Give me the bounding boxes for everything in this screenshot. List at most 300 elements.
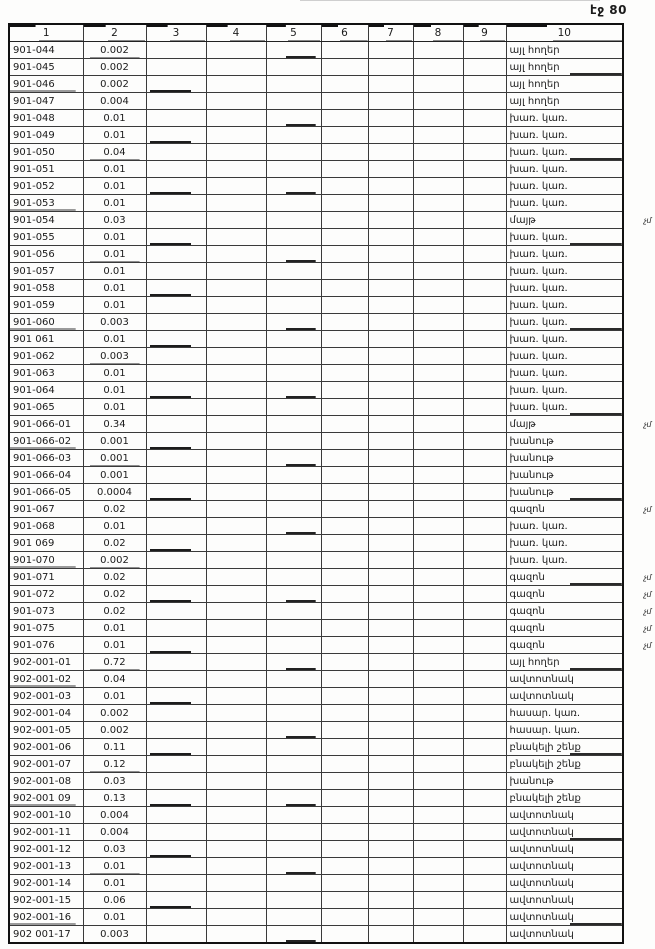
empty-cell-7 bbox=[368, 756, 413, 773]
margin-column-header bbox=[623, 24, 654, 42]
empty-cell-4 bbox=[206, 756, 266, 773]
empty-cell-3 bbox=[146, 756, 206, 773]
empty-cell-4 bbox=[206, 246, 266, 263]
empty-cell-3 bbox=[146, 807, 206, 824]
parcel-code-cell: 901-052 bbox=[9, 178, 83, 195]
empty-cell-3 bbox=[146, 739, 206, 756]
empty-cell-5 bbox=[266, 875, 321, 892]
handwritten-margin-mark bbox=[623, 892, 654, 909]
handwritten-margin-mark bbox=[623, 790, 654, 807]
area-value-cell: 0.02 bbox=[83, 603, 146, 620]
empty-cell-5 bbox=[266, 433, 321, 450]
empty-cell-4 bbox=[206, 178, 266, 195]
cadastre-table bbox=[8, 23, 655, 944]
empty-cell-9 bbox=[463, 773, 506, 790]
parcel-code-cell: 901-060 bbox=[9, 314, 83, 331]
empty-cell-6 bbox=[321, 518, 368, 535]
empty-cell-7 bbox=[368, 535, 413, 552]
land-use-cell: խառ. կառ. bbox=[506, 535, 623, 552]
area-value-cell: 0.002 bbox=[83, 705, 146, 722]
empty-cell-9 bbox=[463, 42, 506, 59]
empty-cell-8 bbox=[413, 399, 463, 416]
parcel-code-cell: 901-047 bbox=[9, 93, 83, 110]
area-value-cell: 0.001 bbox=[83, 433, 146, 450]
land-use-cell: ավտոտնակ bbox=[506, 909, 623, 926]
handwritten-margin-mark bbox=[623, 93, 654, 110]
handwritten-margin-mark: չմ bbox=[643, 623, 651, 633]
handwritten-margin-mark: չմ bbox=[643, 215, 651, 225]
parcel-code-cell: 901-054 bbox=[9, 212, 83, 229]
area-value-cell: 0.02 bbox=[83, 535, 146, 552]
table-row bbox=[9, 433, 654, 450]
empty-cell-8 bbox=[413, 790, 463, 807]
empty-cell-8 bbox=[413, 586, 463, 603]
empty-cell-4 bbox=[206, 433, 266, 450]
empty-cell-3 bbox=[146, 705, 206, 722]
empty-cell-9 bbox=[463, 654, 506, 671]
parcel-code-cell: 901-045 bbox=[9, 59, 83, 76]
area-value-cell: 0.01 bbox=[83, 263, 146, 280]
empty-cell-6 bbox=[321, 926, 368, 944]
table-header bbox=[9, 24, 654, 42]
empty-cell-9 bbox=[463, 875, 506, 892]
empty-cell-6 bbox=[321, 858, 368, 875]
table-row bbox=[9, 331, 654, 348]
area-value-cell: 0.004 bbox=[83, 93, 146, 110]
empty-cell-3 bbox=[146, 790, 206, 807]
column-header-2: 2 bbox=[83, 24, 146, 42]
land-use-cell: խառ. կառ. bbox=[506, 552, 623, 569]
land-use-cell: խանութ bbox=[506, 450, 623, 467]
empty-cell-5 bbox=[266, 59, 321, 76]
empty-cell-3 bbox=[146, 535, 206, 552]
empty-cell-5 bbox=[266, 671, 321, 688]
area-value-cell: 0.001 bbox=[83, 450, 146, 467]
parcel-code-cell: 902-001-14 bbox=[9, 875, 83, 892]
area-value-cell: 0.002 bbox=[83, 59, 146, 76]
empty-cell-8 bbox=[413, 76, 463, 93]
empty-cell-6 bbox=[321, 212, 368, 229]
table-row bbox=[9, 110, 654, 127]
land-use-cell: գազոն bbox=[506, 501, 623, 518]
parcel-code-cell: 902-001-08 bbox=[9, 773, 83, 790]
parcel-code-cell: 901-066-01 bbox=[9, 416, 83, 433]
empty-cell-4 bbox=[206, 416, 266, 433]
empty-cell-5 bbox=[266, 637, 321, 654]
empty-cell-7 bbox=[368, 450, 413, 467]
table-row bbox=[9, 467, 654, 484]
empty-cell-5 bbox=[266, 586, 321, 603]
handwritten-margin-mark bbox=[623, 773, 654, 790]
empty-cell-9 bbox=[463, 110, 506, 127]
handwritten-margin-mark bbox=[623, 110, 654, 127]
handwritten-margin-mark bbox=[623, 875, 654, 892]
empty-cell-3 bbox=[146, 637, 206, 654]
handwritten-margin-mark bbox=[623, 739, 654, 756]
empty-cell-5 bbox=[266, 841, 321, 858]
empty-cell-9 bbox=[463, 569, 506, 586]
empty-cell-6 bbox=[321, 586, 368, 603]
empty-cell-8 bbox=[413, 365, 463, 382]
handwritten-margin-mark bbox=[623, 484, 654, 501]
land-use-cell: խանութ bbox=[506, 433, 623, 450]
empty-cell-5 bbox=[266, 790, 321, 807]
empty-cell-3 bbox=[146, 586, 206, 603]
column-header-10: 10 bbox=[506, 24, 623, 42]
empty-cell-3 bbox=[146, 127, 206, 144]
empty-cell-9 bbox=[463, 807, 506, 824]
parcel-code-cell: 901-058 bbox=[9, 280, 83, 297]
empty-cell-4 bbox=[206, 297, 266, 314]
empty-cell-9 bbox=[463, 76, 506, 93]
empty-cell-9 bbox=[463, 178, 506, 195]
table-row bbox=[9, 926, 654, 944]
empty-cell-8 bbox=[413, 467, 463, 484]
empty-cell-7 bbox=[368, 654, 413, 671]
land-use-cell: խառ. կառ. bbox=[506, 161, 623, 178]
empty-cell-5 bbox=[266, 552, 321, 569]
empty-cell-5 bbox=[266, 807, 321, 824]
handwritten-margin-mark bbox=[623, 76, 654, 93]
handwritten-margin-mark bbox=[623, 280, 654, 297]
parcel-code-cell: 901-075 bbox=[9, 620, 83, 637]
land-use-cell: խանութ bbox=[506, 484, 623, 501]
handwritten-margin-mark bbox=[623, 671, 654, 688]
empty-cell-4 bbox=[206, 280, 266, 297]
column-header-9: 9 bbox=[463, 24, 506, 42]
empty-cell-3 bbox=[146, 671, 206, 688]
empty-cell-9 bbox=[463, 484, 506, 501]
land-use-cell: գազոն bbox=[506, 637, 623, 654]
area-value-cell: 0.01 bbox=[83, 229, 146, 246]
empty-cell-6 bbox=[321, 246, 368, 263]
empty-cell-9 bbox=[463, 450, 506, 467]
column-header-5: 5 bbox=[266, 24, 321, 42]
parcel-code-cell: 901 069 bbox=[9, 535, 83, 552]
empty-cell-3 bbox=[146, 348, 206, 365]
empty-cell-9 bbox=[463, 739, 506, 756]
empty-cell-4 bbox=[206, 603, 266, 620]
empty-cell-5 bbox=[266, 110, 321, 127]
empty-cell-9 bbox=[463, 263, 506, 280]
empty-cell-7 bbox=[368, 705, 413, 722]
empty-cell-4 bbox=[206, 858, 266, 875]
empty-cell-9 bbox=[463, 501, 506, 518]
parcel-code-cell: 901-067 bbox=[9, 501, 83, 518]
empty-cell-8 bbox=[413, 331, 463, 348]
empty-cell-4 bbox=[206, 773, 266, 790]
empty-cell-6 bbox=[321, 348, 368, 365]
table-row bbox=[9, 280, 654, 297]
table-header-row bbox=[9, 24, 654, 42]
empty-cell-9 bbox=[463, 467, 506, 484]
empty-cell-3 bbox=[146, 501, 206, 518]
land-use-cell: գազոն bbox=[506, 569, 623, 586]
empty-cell-8 bbox=[413, 127, 463, 144]
empty-cell-7 bbox=[368, 518, 413, 535]
empty-cell-4 bbox=[206, 399, 266, 416]
empty-cell-5 bbox=[266, 926, 321, 944]
empty-cell-4 bbox=[206, 654, 266, 671]
parcel-code-cell: 901-059 bbox=[9, 297, 83, 314]
empty-cell-3 bbox=[146, 280, 206, 297]
table-row bbox=[9, 654, 654, 671]
empty-cell-3 bbox=[146, 433, 206, 450]
area-value-cell: 0.01 bbox=[83, 297, 146, 314]
empty-cell-6 bbox=[321, 773, 368, 790]
table-row bbox=[9, 484, 654, 501]
parcel-code-cell: 902-001-02 bbox=[9, 671, 83, 688]
parcel-code-cell: 901 061 bbox=[9, 331, 83, 348]
empty-cell-7 bbox=[368, 59, 413, 76]
table-row bbox=[9, 93, 654, 110]
empty-cell-4 bbox=[206, 348, 266, 365]
empty-cell-3 bbox=[146, 399, 206, 416]
empty-cell-8 bbox=[413, 875, 463, 892]
table-row bbox=[9, 909, 654, 926]
empty-cell-3 bbox=[146, 229, 206, 246]
empty-cell-6 bbox=[321, 467, 368, 484]
empty-cell-7 bbox=[368, 416, 413, 433]
empty-cell-7 bbox=[368, 501, 413, 518]
parcel-code-cell: 901-072 bbox=[9, 586, 83, 603]
empty-cell-5 bbox=[266, 93, 321, 110]
area-value-cell: 0.0004 bbox=[83, 484, 146, 501]
empty-cell-6 bbox=[321, 229, 368, 246]
empty-cell-9 bbox=[463, 382, 506, 399]
handwritten-margin-mark bbox=[623, 824, 654, 841]
parcel-code-cell: 902-001-12 bbox=[9, 841, 83, 858]
empty-cell-8 bbox=[413, 450, 463, 467]
empty-cell-6 bbox=[321, 178, 368, 195]
empty-cell-4 bbox=[206, 263, 266, 280]
table-row bbox=[9, 603, 654, 620]
empty-cell-6 bbox=[321, 671, 368, 688]
empty-cell-5 bbox=[266, 365, 321, 382]
empty-cell-4 bbox=[206, 59, 266, 76]
empty-cell-5 bbox=[266, 314, 321, 331]
handwritten-margin-mark bbox=[623, 42, 654, 59]
land-use-cell: խանութ bbox=[506, 467, 623, 484]
empty-cell-8 bbox=[413, 433, 463, 450]
land-use-cell: խառ. կառ. bbox=[506, 195, 623, 212]
parcel-code-cell: 901-066-04 bbox=[9, 467, 83, 484]
area-value-cell: 0.002 bbox=[83, 552, 146, 569]
empty-cell-3 bbox=[146, 161, 206, 178]
empty-cell-4 bbox=[206, 127, 266, 144]
empty-cell-6 bbox=[321, 722, 368, 739]
land-use-cell: այլ հողեր bbox=[506, 93, 623, 110]
land-use-cell: խառ. կառ. bbox=[506, 382, 623, 399]
cadastre-table-container bbox=[8, 23, 655, 944]
empty-cell-6 bbox=[321, 552, 368, 569]
empty-cell-7 bbox=[368, 246, 413, 263]
land-use-cell: բնակելի շենք bbox=[506, 739, 623, 756]
empty-cell-6 bbox=[321, 892, 368, 909]
empty-cell-9 bbox=[463, 705, 506, 722]
empty-cell-8 bbox=[413, 314, 463, 331]
area-value-cell: 0.01 bbox=[83, 161, 146, 178]
empty-cell-7 bbox=[368, 484, 413, 501]
parcel-code-cell: 902-001-07 bbox=[9, 756, 83, 773]
empty-cell-9 bbox=[463, 926, 506, 944]
parcel-code-cell: 902-001-13 bbox=[9, 858, 83, 875]
table-row bbox=[9, 841, 654, 858]
empty-cell-6 bbox=[321, 144, 368, 161]
empty-cell-9 bbox=[463, 722, 506, 739]
handwritten-margin-mark bbox=[623, 654, 654, 671]
area-value-cell: 0.01 bbox=[83, 178, 146, 195]
handwritten-margin-mark bbox=[623, 161, 654, 178]
parcel-code-cell: 901-053 bbox=[9, 195, 83, 212]
empty-cell-7 bbox=[368, 688, 413, 705]
table-row bbox=[9, 59, 654, 76]
empty-cell-5 bbox=[266, 722, 321, 739]
parcel-code-cell: 901-070 bbox=[9, 552, 83, 569]
empty-cell-9 bbox=[463, 671, 506, 688]
empty-cell-5 bbox=[266, 348, 321, 365]
land-use-cell: խառ. կառ. bbox=[506, 144, 623, 161]
empty-cell-4 bbox=[206, 807, 266, 824]
empty-cell-3 bbox=[146, 892, 206, 909]
empty-cell-3 bbox=[146, 773, 206, 790]
empty-cell-3 bbox=[146, 841, 206, 858]
empty-cell-9 bbox=[463, 688, 506, 705]
empty-cell-3 bbox=[146, 76, 206, 93]
empty-cell-4 bbox=[206, 161, 266, 178]
empty-cell-4 bbox=[206, 620, 266, 637]
handwritten-margin-mark bbox=[623, 433, 654, 450]
empty-cell-5 bbox=[266, 620, 321, 637]
empty-cell-7 bbox=[368, 671, 413, 688]
handwritten-margin-mark: չմ bbox=[643, 606, 651, 616]
empty-cell-5 bbox=[266, 705, 321, 722]
empty-cell-9 bbox=[463, 892, 506, 909]
land-use-cell: գազոն bbox=[506, 586, 623, 603]
parcel-code-cell: 901-064 bbox=[9, 382, 83, 399]
area-value-cell: 0.12 bbox=[83, 756, 146, 773]
empty-cell-8 bbox=[413, 42, 463, 59]
empty-cell-6 bbox=[321, 756, 368, 773]
land-use-cell: ավտոտնակ bbox=[506, 824, 623, 841]
handwritten-margin-mark: չմ bbox=[643, 640, 651, 650]
empty-cell-7 bbox=[368, 909, 413, 926]
area-value-cell: 0.02 bbox=[83, 569, 146, 586]
empty-cell-5 bbox=[266, 773, 321, 790]
empty-cell-6 bbox=[321, 535, 368, 552]
parcel-code-cell: 901-044 bbox=[9, 42, 83, 59]
empty-cell-5 bbox=[266, 518, 321, 535]
empty-cell-7 bbox=[368, 824, 413, 841]
empty-cell-3 bbox=[146, 824, 206, 841]
empty-cell-9 bbox=[463, 586, 506, 603]
table-row bbox=[9, 671, 654, 688]
parcel-code-cell: 901-076 bbox=[9, 637, 83, 654]
parcel-code-cell: 901-055 bbox=[9, 229, 83, 246]
empty-cell-4 bbox=[206, 671, 266, 688]
empty-cell-3 bbox=[146, 42, 206, 59]
parcel-code-cell: 901-046 bbox=[9, 76, 83, 93]
empty-cell-9 bbox=[463, 518, 506, 535]
table-body bbox=[9, 42, 654, 944]
empty-cell-5 bbox=[266, 569, 321, 586]
table-row bbox=[9, 688, 654, 705]
empty-cell-5 bbox=[266, 229, 321, 246]
empty-cell-9 bbox=[463, 127, 506, 144]
parcel-code-cell: 902-001-10 bbox=[9, 807, 83, 824]
land-use-cell: ավտոտնակ bbox=[506, 807, 623, 824]
table-row bbox=[9, 858, 654, 875]
empty-cell-8 bbox=[413, 637, 463, 654]
area-value-cell: 0.01 bbox=[83, 637, 146, 654]
empty-cell-4 bbox=[206, 382, 266, 399]
empty-cell-5 bbox=[266, 688, 321, 705]
handwritten-margin-mark bbox=[623, 552, 654, 569]
parcel-code-cell: 901-057 bbox=[9, 263, 83, 280]
parcel-code-cell: 901-066-03 bbox=[9, 450, 83, 467]
empty-cell-9 bbox=[463, 348, 506, 365]
empty-cell-6 bbox=[321, 297, 368, 314]
land-use-cell: խառ. կառ. bbox=[506, 110, 623, 127]
land-use-cell: խառ. կառ. bbox=[506, 263, 623, 280]
empty-cell-6 bbox=[321, 399, 368, 416]
empty-cell-4 bbox=[206, 705, 266, 722]
column-header-8: 8 bbox=[413, 24, 463, 42]
empty-cell-5 bbox=[266, 246, 321, 263]
empty-cell-8 bbox=[413, 722, 463, 739]
land-use-cell: հասար. կառ. bbox=[506, 722, 623, 739]
empty-cell-7 bbox=[368, 161, 413, 178]
table-row bbox=[9, 637, 654, 654]
area-value-cell: 0.01 bbox=[83, 280, 146, 297]
empty-cell-6 bbox=[321, 127, 368, 144]
area-value-cell: 0.01 bbox=[83, 127, 146, 144]
area-value-cell: 0.34 bbox=[83, 416, 146, 433]
table-row bbox=[9, 552, 654, 569]
empty-cell-7 bbox=[368, 42, 413, 59]
table-row bbox=[9, 76, 654, 93]
empty-cell-6 bbox=[321, 450, 368, 467]
empty-cell-5 bbox=[266, 501, 321, 518]
empty-cell-8 bbox=[413, 263, 463, 280]
land-use-cell: խառ. կառ. bbox=[506, 246, 623, 263]
empty-cell-5 bbox=[266, 535, 321, 552]
parcel-code-cell: 901-071 bbox=[9, 569, 83, 586]
empty-cell-5 bbox=[266, 450, 321, 467]
empty-cell-9 bbox=[463, 399, 506, 416]
empty-cell-7 bbox=[368, 875, 413, 892]
empty-cell-4 bbox=[206, 535, 266, 552]
parcel-code-cell: 901-056 bbox=[9, 246, 83, 263]
land-use-cell: խառ. կառ. bbox=[506, 314, 623, 331]
empty-cell-7 bbox=[368, 178, 413, 195]
empty-cell-5 bbox=[266, 195, 321, 212]
empty-cell-8 bbox=[413, 382, 463, 399]
area-value-cell: 0.04 bbox=[83, 144, 146, 161]
area-value-cell: 0.01 bbox=[83, 858, 146, 875]
empty-cell-5 bbox=[266, 399, 321, 416]
handwritten-margin-mark bbox=[623, 688, 654, 705]
handwritten-margin-mark bbox=[623, 127, 654, 144]
empty-cell-5 bbox=[266, 467, 321, 484]
empty-cell-8 bbox=[413, 501, 463, 518]
area-value-cell: 0.03 bbox=[83, 841, 146, 858]
empty-cell-9 bbox=[463, 161, 506, 178]
empty-cell-7 bbox=[368, 841, 413, 858]
empty-cell-7 bbox=[368, 314, 413, 331]
empty-cell-3 bbox=[146, 688, 206, 705]
parcel-code-cell: 901-051 bbox=[9, 161, 83, 178]
